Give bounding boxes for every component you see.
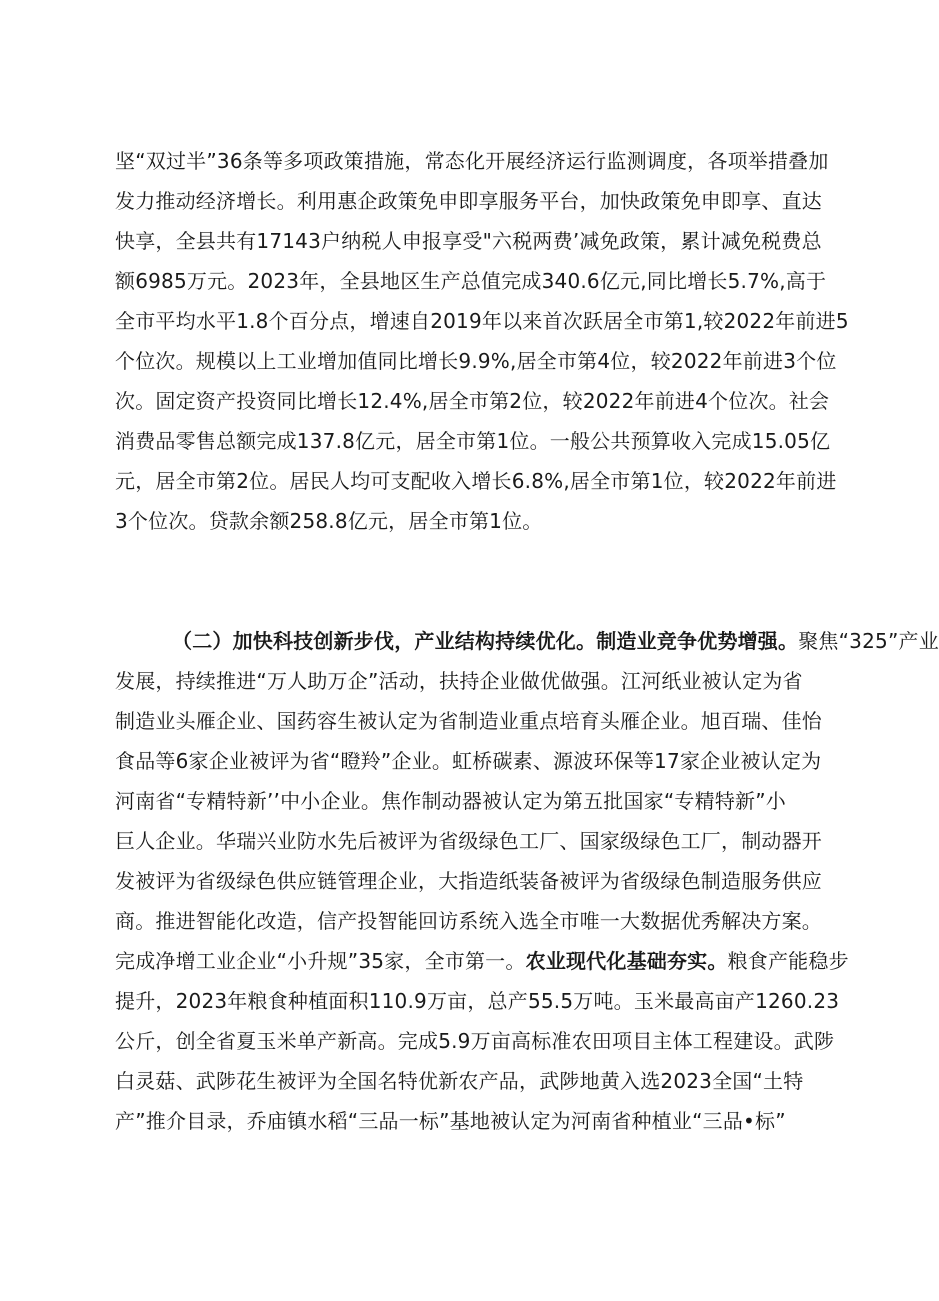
text-line: 公斤，创全省夏玉米单产新高。完成5.9万亩高标准农田项目主体工程建设。武陟: [115, 1029, 835, 1053]
text-line: 元，居全市第2位。居民人均可支配收入增长6.8%,居全市第1位，较2022年前进: [115, 469, 837, 493]
text-line: 消费品零售总额完成137.8亿元，居全市第1位。一般公共预算收入完成15.05亿: [115, 429, 831, 453]
text-line: 发力推动经济增长。利用惠企政策免申即享服务平台，加快政策免申即享、直达: [115, 189, 822, 213]
text-line-mixed: [115, 945, 849, 985]
text-line: 提升，2023年粮食种植面积110.9万亩，总产55.5万吨。玉米最高亩产1260.23: [115, 989, 840, 1013]
text-line: 白灵菇、武陟花生被评为全国名特优新农产品，武陟地黄入选2023全国“土特: [115, 1069, 804, 1093]
text-line: 快享，全县共有17143户纳税人申报享受"六税两费’减免政策，累计减免税费总: [115, 229, 822, 253]
text-line: 商。推进智能化改造，信产投智能回访系统入选全市唯一大数据优秀解决方案。: [115, 909, 822, 933]
text-line: 制造业头雁企业、国药容生被认定为省制造业重点培育头雁企业。旭百瑞、佳怡: [115, 709, 822, 733]
text-span: 粮食产能稳步: [727, 949, 849, 973]
text-line: 全市平均水平1.8个百分点，增速自2019年以来首次跃居全市第1,较2022年前进5: [115, 309, 849, 333]
text-line: 产”推介目录，乔庙镇水稻“三品一标”基地被认定为河南省种植业“三品•标”: [115, 1109, 786, 1133]
text-line: 坚“双过半”36条等多项政策措施，常态化开展经济运行监测调度，各项举措叠加: [115, 149, 829, 173]
text-span: 聚焦“325”产业: [798, 629, 939, 653]
text-line: 次。固定资产投资同比增长12.4%,居全市第2位，较2022年前进4个位次。社会: [115, 389, 830, 413]
text-line: 发被评为省级绿色供应链管理企业，大指造纸装备被评为省级绿色制造服务供应: [115, 869, 822, 893]
text-line: 额6985万元。2023年，全县地区生产总值完成340.6亿元,同比增长5.7%,高于: [115, 269, 827, 293]
text-line: 巨人企业。华瑞兴业防水先后被评为省级绿色工厂、国家级绿色工厂，制动器开: [115, 829, 822, 853]
text-line: 河南省“专精特新’’中小企业。焦作制动器被认定为第五批国家“专精特新”小: [115, 789, 786, 813]
section-heading: （二）加快科技创新步伐，产业结构持续优化。制造业竞争优势增强。: [172, 629, 799, 653]
subsection-heading: 农业现代化基础夯实。: [525, 949, 728, 973]
text-span: 完成净增工业企业“小升规”35家，全市第一。: [115, 949, 526, 973]
text-line: 食品等6家企业被评为省“瞪羚”企业。虹桥碳素、源波环保等17家企业被认定为: [115, 749, 822, 773]
text-line: 3个位次。贷款余额258.8亿元，居全市第1位。: [115, 509, 543, 533]
paragraph-first-line: [172, 625, 939, 665]
text-line: 发展，持续推进“万人助万企”活动，扶持企业做优做强。江河纸业被认定为省: [115, 669, 803, 693]
text-line: 个位次。规模以上工业增加值同比增长9.9%,居全市第4位，较2022年前进3个位: [115, 349, 837, 373]
